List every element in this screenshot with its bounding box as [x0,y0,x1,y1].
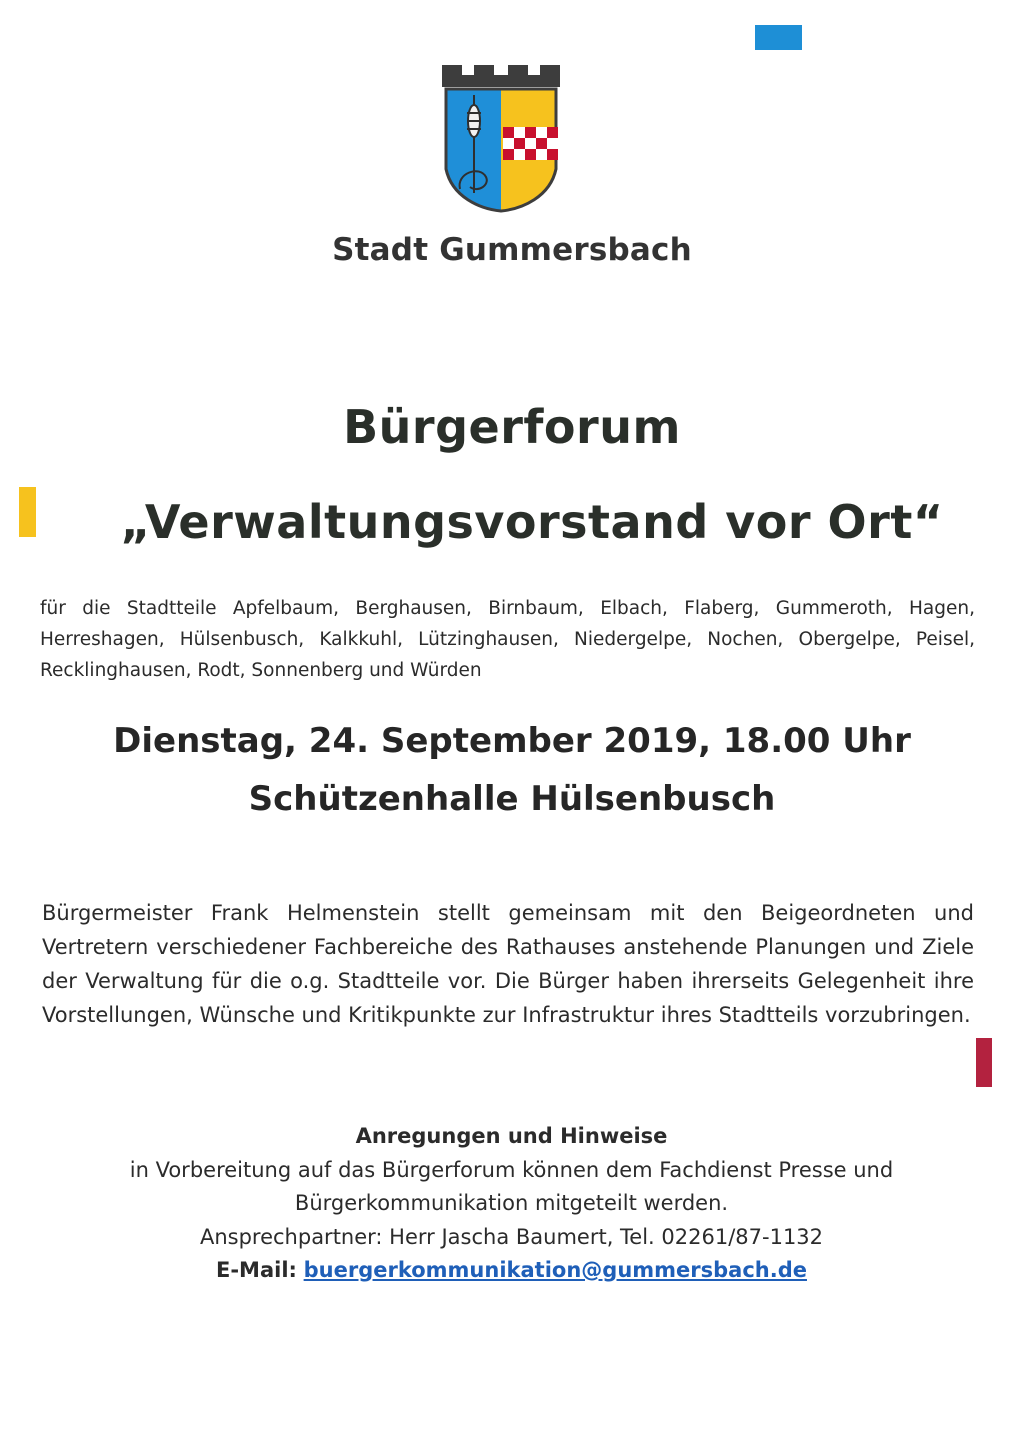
blue-color-mark [755,25,802,50]
notes-line-1: in Vorbereitung auf das Bürgerforum können dem Fachdienst Presse und [129,1157,894,1182]
email-row [60,1254,963,1288]
yellow-color-mark [19,487,36,537]
city-name: Stadt Gummersbach [332,232,692,268]
event-date-time: Dienstag, 24. September 2019, 18.00 Uhr [113,721,911,761]
email-link[interactable]: buergerkommunikation@gummersbach.de [303,1258,807,1282]
notes-section [60,1120,963,1288]
event-location: Schützenhalle Hülsenbusch [248,779,776,819]
email-label: E-Mail: [216,1258,297,1282]
notes-heading: Anregungen und Hinweise [355,1124,668,1148]
page-subtitle: „Verwaltungsvorstand vor Ort“ [120,495,944,549]
districts-paragraph: für die Stadtteile Apfelbaum, Berghausen, Birnbaum, Elbach, Flaberg, Gummeroth, Hagen, Herreshagen, Hülsenbusch, Kalkkuhl, Lützinghausen, Niedergelpe, Nochen, Obergelpe, Peisel, Recklinghausen, Rodt, Sonnenberg und Würden [40,598,975,681]
red-color-mark [976,1038,992,1087]
coat-of-arms-icon [440,65,562,217]
notes-line-2: Bürgerkommunikation mitgeteilt werden. [294,1191,729,1215]
description-paragraph: Bürgermeister Frank Helmenstein stellt gemeinsam mit den Beigeordneten und Vertretern verschiedener Fachbereiche des Rathauses anstehende Planungen und Ziele der Verwaltung für die o.g. Stadtteile vor. Die Bürger haben ihrerseits Gelegenheit ihre Vorstellungen, Wünsche und Kritikpunkte zur Infrastruktur ihres Stadtteils vorzubringen. [42,901,974,1027]
page-title: Bürgerforum [343,400,681,454]
contact-person: Ansprechpartner: Herr Jascha Baumert, Tel. 02261/87-1132 [199,1224,824,1249]
